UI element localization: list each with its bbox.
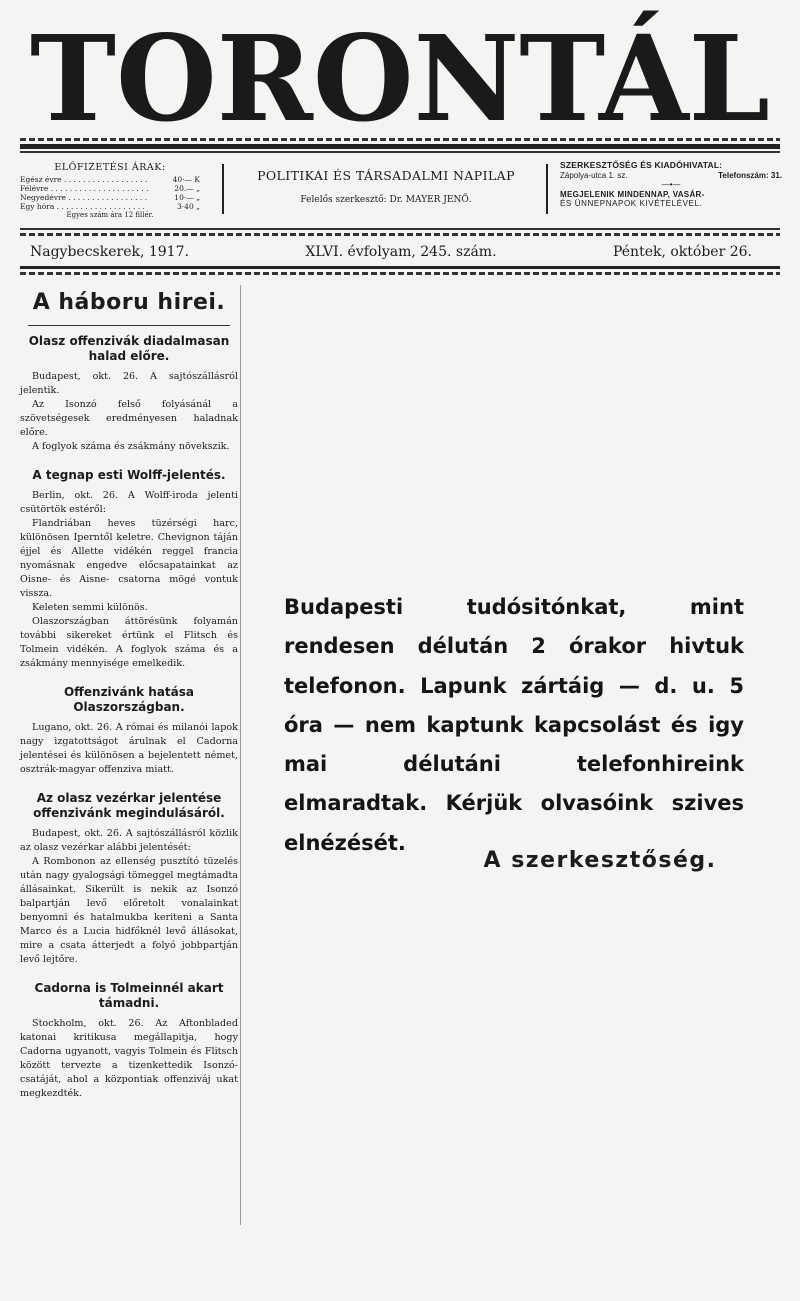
paper-subtitle: POLITIKAI ÉS TÁRSADALMI NAPILAP	[257, 168, 515, 183]
column-separator	[240, 285, 241, 1225]
column-headline: A háboru hirei.	[32, 290, 226, 315]
price-value: 40·— K	[172, 175, 200, 184]
subscription-prices	[20, 163, 200, 220]
article-paragraph: Az Isonzó felső folyásánál a szövetségesek eredményesen haladnak előre.	[20, 399, 238, 438]
price-row	[20, 184, 200, 193]
price-label: Negyedévre . . .	[20, 193, 148, 202]
masthead-title-text: TORONTÁL	[30, 9, 770, 138]
article-paragraph: Budapest, okt. 26. A sajtószállásról jelentik.	[20, 371, 238, 396]
article-paragraph: Keleten semmi különös.	[32, 602, 148, 613]
article-paragraph: A Rombonon az ellenség pusztító tüzelés után nagy gyalogsági tömeggel megtámadta állásainkat. Sikerült is nekik az Isonzó balpartján levő előretolt vonalainkat benyomni és hatalmukba keriteni a Santa Marco és a Lucia hidfőknél levő állásokat, mire a csata átterjedt a folyó jobbpartján levő lejtőre.	[20, 856, 238, 965]
article-paragraph: Lugano, okt. 26. A római és milanói lapok nagy izgatottságot árulnak el Cadorna jelentései és különösen a bejelentett német, osztrák-magyar offenziva miatt.	[20, 722, 238, 775]
dateline-place: Nagybecskerek, 1917.	[30, 244, 189, 260]
article	[20, 685, 238, 777]
office-divider-ornament: —•—	[661, 180, 681, 189]
editor-line: Felelős szerkesztő: Dr. MAYER JENŐ.	[300, 195, 472, 205]
price-row	[20, 202, 200, 211]
dateline-rule-dotted	[20, 272, 780, 275]
office-address: Zápolya-utca 1. sz.	[560, 171, 628, 180]
article-title: Cadorna is Tolmeinnél akart támadni.	[34, 981, 224, 1010]
article-body	[20, 370, 238, 454]
office-phone: Telefonszám: 31.	[718, 171, 782, 180]
news-column	[20, 290, 238, 1115]
column-rule	[28, 325, 230, 326]
article-paragraph: Budapest, okt. 26. A sajtószállásról közlik az olasz vezérkar alábbi jelentését:	[20, 828, 238, 853]
masthead-rule-thin	[20, 151, 780, 153]
article-paragraph: Olaszországban áttörésünk folyamán további sikereket értünk el Flitsch és Tolmein vidékén. A foglyok száma és a zsákmány mennyisége emelkedik.	[20, 616, 238, 669]
article-title: A tegnap esti Wolff-jelentés.	[32, 468, 226, 482]
article-paragraph: Flandriában heves tüzérségi harc, különösen Iperntől keletre. Chevignon táján éjjel és Allette vidékén reggel francia nyomásnak engedve előcsapatainkat az Oisne- és Aisne- csatorna mögé vontuk vissza.	[20, 518, 238, 599]
article-paragraph: Berlin, okt. 26. A Wolff-iroda jelenti csütörtök estéről:	[20, 490, 238, 515]
article	[20, 334, 238, 454]
price-label: Egész évre . . .	[20, 175, 148, 184]
notice-signature: A szerkesztőség.	[483, 848, 717, 873]
masthead-divider-right	[546, 164, 548, 214]
article	[20, 981, 238, 1101]
article-paragraph: Stockholm, okt. 26. Az Aftonbladed katonai kritikusa megállapitja, hogy Cadorna ugyanott, vagyis Tolmein és Flitsch között tervezte a tizenkettedik Isonzó-csatáját, ahol a központiak offenziváj ukat megkezdték.	[20, 1018, 238, 1099]
editorial-notice: Budapesti tudósitónkat, mint rendesen délután 2 órakor hivtuk telefonon. Lapunk zártáig — d. u. 5 óra — nem kaptunk kapcsolást és igy mai délutáni telefonhireink elmaradtak. Kérjük olvasóink szives elnézését.	[284, 595, 744, 855]
article-body	[20, 721, 238, 777]
article-body	[20, 489, 238, 671]
article	[20, 468, 238, 671]
article-title: Offenzivánk hatása Olaszországban.	[63, 685, 195, 714]
masthead-rule-top	[20, 144, 780, 149]
price-row	[20, 193, 200, 202]
subscription-header: ELŐFIZETÉSI ÁRAK:	[54, 162, 166, 173]
price-value: 20.— „	[174, 184, 200, 193]
masthead-title	[18, 8, 782, 138]
single-issue-price: Egyes szám ára 12 fillér.	[66, 211, 154, 219]
price-label: Félévre . . .	[20, 184, 148, 193]
article-paragraph: A foglyok száma és zsákmány növekszik.	[32, 441, 230, 452]
office-contact	[560, 171, 782, 180]
price-value: 10·— „	[174, 193, 200, 202]
article-title: Az olasz vezérkar jelentése offenzivánk megindulásáról.	[33, 791, 225, 820]
publication-note-2: ÉS ÜNNEPNAPOK KIVÉTELÉVEL.	[560, 199, 703, 208]
price-label: Egy hóra . . .	[20, 202, 148, 211]
price-value: 3·40 „	[177, 202, 200, 211]
article-body	[20, 827, 238, 967]
office-info	[560, 160, 782, 208]
office-heading: SZERKESZTŐSÉG ÉS KIADÓHIVATAL:	[560, 160, 723, 170]
masthead-rule-mid	[20, 228, 780, 230]
masthead-rule-dotted	[20, 138, 780, 141]
dateline-rule	[20, 266, 780, 269]
dateline-date: Péntek, október 26.	[612, 244, 752, 260]
article	[20, 791, 238, 967]
masthead-divider-left	[222, 164, 224, 214]
price-row	[20, 175, 200, 184]
publication-note-1: MEGJELENIK MINDENNAP, VASÁR-	[560, 190, 705, 199]
dateline-volume: XLVI. évfolyam, 245. szám.	[305, 244, 497, 260]
article-body	[20, 1017, 238, 1101]
masthead-center	[236, 168, 536, 205]
article-title: Olasz offenzivák diadalmasan halad előre.	[28, 334, 230, 363]
masthead-rule-mid-dotted	[20, 233, 780, 236]
dateline	[30, 244, 752, 260]
